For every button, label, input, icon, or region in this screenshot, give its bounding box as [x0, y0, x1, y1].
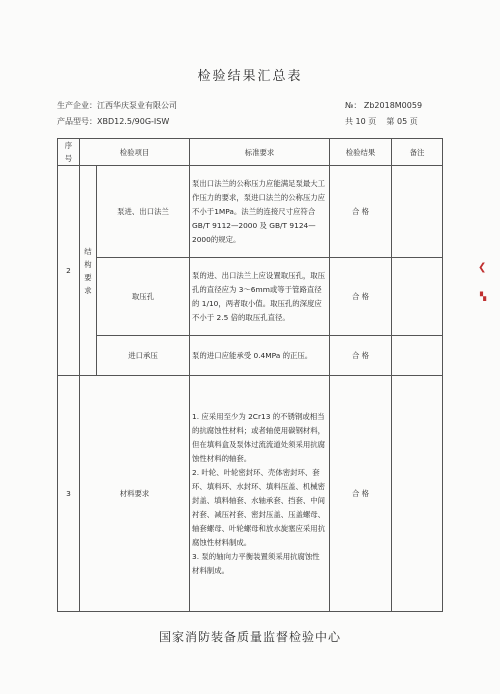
item-cell: 取压孔 — [97, 258, 190, 336]
note-cell — [392, 376, 443, 612]
result-cell: 合 格 — [330, 166, 392, 258]
table-row — [58, 336, 443, 376]
report-number: №： Zb2018M0059 — [345, 101, 423, 110]
group-label-cell: 结构要求 — [80, 166, 97, 376]
header-seq: 序号 — [58, 139, 80, 166]
seq-cell: 3 — [58, 376, 80, 612]
seal-fragment-icon: ❮ — [478, 262, 487, 273]
result-cell: 合 格 — [330, 376, 392, 612]
product-model: 产品型号：XBD12.5/90G-ISW — [57, 117, 170, 126]
page-count: 共 10 页 第 05 页 — [345, 117, 418, 126]
requirement-cell: 泵的进、出口法兰上应设置取压孔，取压孔的直径应为 3～6mm或等于管路直径的 1/10，两者取小值。取压孔的深度应不小于 2.5 倍的取压孔直径。 — [190, 258, 330, 336]
requirement-cell: 1. 应采用至少为 2Cr13 的不锈钢或相当的抗腐蚀性材料；或者轴使用碳钢材料，但在填料盒及泵体过流流道处须采用抗腐蚀性材料的轴套。 2. 叶轮、叶轮密封环、壳体密封环、套环、填料环、水封环、填料压盖、机械密封盖、填料轴套、水轴承套、挡套、中间衬套、减压衬套、密封压盖、压盖螺母、轴套螺母、叶轮螺母和放水旋塞应采用抗腐蚀性材料制成。 3. 泵的轴向力平衡装置须采用抗腐蚀性材料制成。 — [190, 376, 330, 612]
table-row — [58, 258, 443, 336]
results-table — [57, 138, 443, 612]
seal-fragment-icon: ▚ — [480, 292, 487, 301]
requirement-cell: 泵出口法兰的公称压力应能满足泵最大工作压力的要求，泵进口法兰的公称压力应不小于1MPa。法兰的连接尺寸应符合GB/T 9112—2000 及 GB/T 9124—2000的规定。 — [190, 166, 330, 258]
manufacturer: 生产企业：江西华庆泵业有限公司 — [57, 101, 177, 110]
table-row — [58, 376, 443, 612]
note-cell — [392, 166, 443, 258]
requirement-cell: 泵的进口应能承受 0.4MPa 的正压。 — [190, 336, 330, 376]
note-cell — [392, 336, 443, 376]
table-header-row — [58, 139, 443, 166]
header-note: 备注 — [392, 139, 443, 166]
header-requirement: 标准要求 — [190, 139, 330, 166]
item-cell: 进口承压 — [97, 336, 190, 376]
header-item: 检验项目 — [80, 139, 190, 166]
seq-cell: 2 — [58, 166, 80, 376]
result-cell: 合 格 — [330, 336, 392, 376]
result-cell: 合 格 — [330, 258, 392, 336]
page-title: 检验结果汇总表 — [197, 69, 303, 84]
item-cell: 材料要求 — [80, 376, 190, 612]
note-cell — [392, 258, 443, 336]
header-result: 检验结果 — [330, 139, 392, 166]
issuing-authority: 国家消防装备质量监督检验中心 — [158, 630, 341, 644]
table-row — [58, 166, 443, 258]
item-cell: 泵进、出口法兰 — [97, 166, 190, 258]
